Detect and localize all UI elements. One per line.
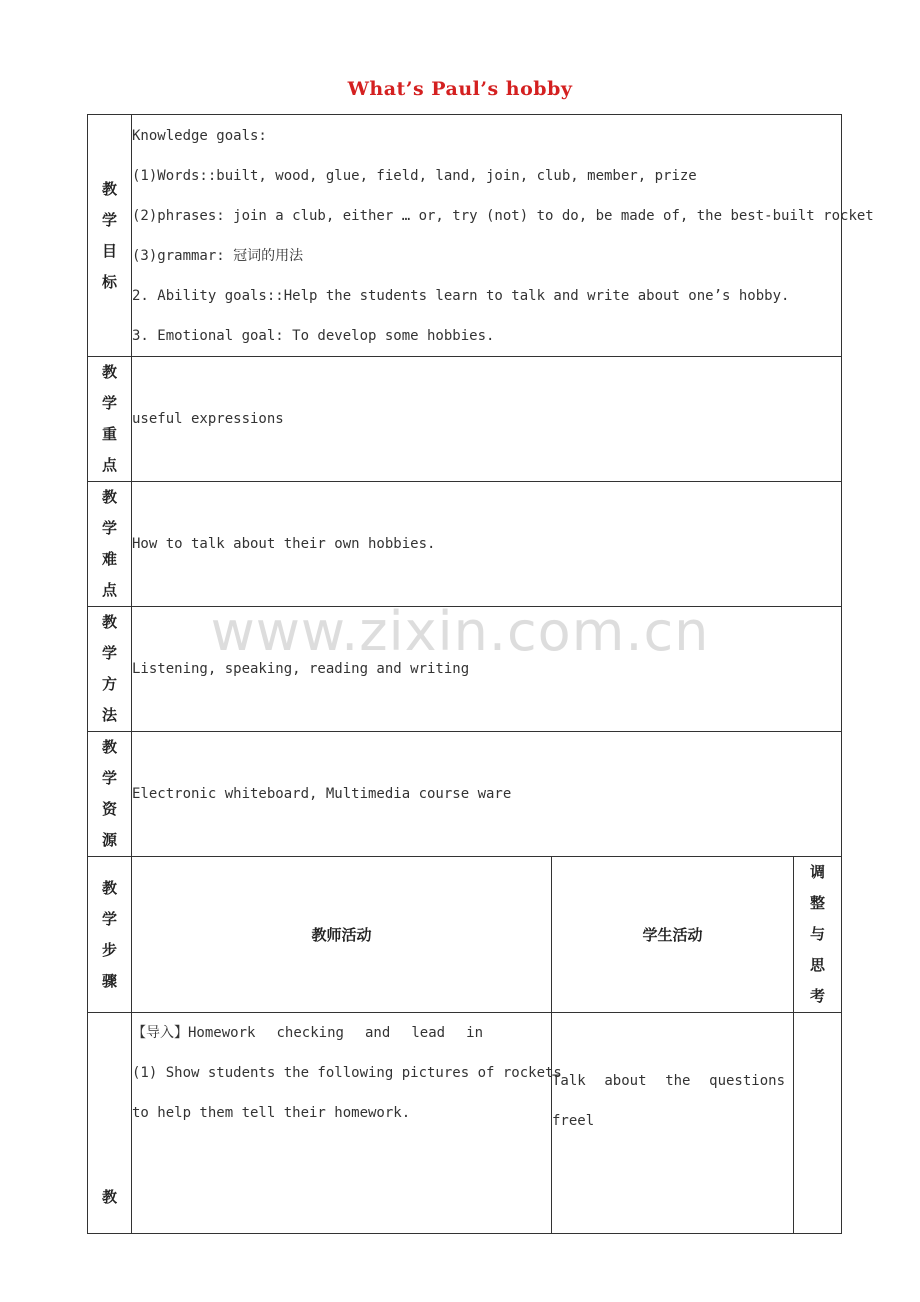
reflection-label: 调 整 与 思 考 [794, 857, 842, 1013]
key-points-text: useful expressions [132, 357, 842, 482]
student-activity-header: 学生活动 [552, 857, 794, 1013]
goals-row [88, 115, 842, 357]
student-activity-line: freel [552, 1113, 595, 1129]
student-activity-cell [552, 1013, 794, 1234]
goals-content [132, 115, 874, 357]
goals-line: (1)Words::built, wood, glue, field, land, join, club, member, prize [132, 167, 697, 184]
difficulties-row [88, 482, 842, 607]
goals-line: 2. Ability goals::Help the students learn to talk and write about one’s hobby. [132, 287, 790, 304]
steps-header-row [88, 857, 842, 1013]
process-label: 教 [88, 1013, 132, 1234]
teacher-activity-line: (1) Show students the following pictures of rockets [132, 1065, 562, 1081]
difficulties-label: 教 学 难 点 [88, 482, 132, 607]
teacher-activity-cell [132, 1013, 562, 1234]
page-title: What’s Paul’s hobby [347, 78, 573, 100]
resources-text: Electronic whiteboard, Multimedia course ware [132, 732, 842, 857]
teacher-intro-line: 【导入】Homework checking and lead in [132, 1025, 483, 1041]
reflection-cell [794, 1013, 842, 1234]
watermark: www.zixin.com.cn [210, 600, 710, 663]
process-row [88, 1013, 842, 1234]
lesson-plan-table [87, 114, 874, 1234]
methods-label: 教 学 方 法 [88, 607, 132, 732]
methods-row [88, 607, 842, 732]
difficulties-text: How to talk about their own hobbies. [132, 482, 842, 607]
goals-line: (3)grammar: 冠词的用法 [132, 247, 304, 264]
steps-label: 教 学 步 骤 [88, 857, 132, 1013]
intro-tag: 【导入】 [132, 1025, 188, 1041]
teacher-activity-line: to help them tell their homework. [132, 1105, 411, 1121]
resources-label: 教 学 资 源 [88, 732, 132, 857]
goals-line: (2)phrases: join a club, either … or, try (not) to do, be made of, the best-built rocket [132, 207, 874, 224]
key-points-label: 教 学 重 点 [88, 357, 132, 482]
student-activity-line: Talk about the questions [552, 1073, 785, 1089]
resources-row [88, 732, 842, 857]
key-points-row [88, 357, 842, 482]
goals-line: 3. Emotional goal: To develop some hobbies. [132, 327, 495, 344]
teacher-activity-header: 教师活动 [132, 857, 552, 1013]
goals-label: 教 学 目 标 [88, 115, 132, 357]
goals-line: Knowledge goals: [132, 127, 267, 144]
methods-text: Listening, speaking, reading and writing [132, 607, 842, 732]
